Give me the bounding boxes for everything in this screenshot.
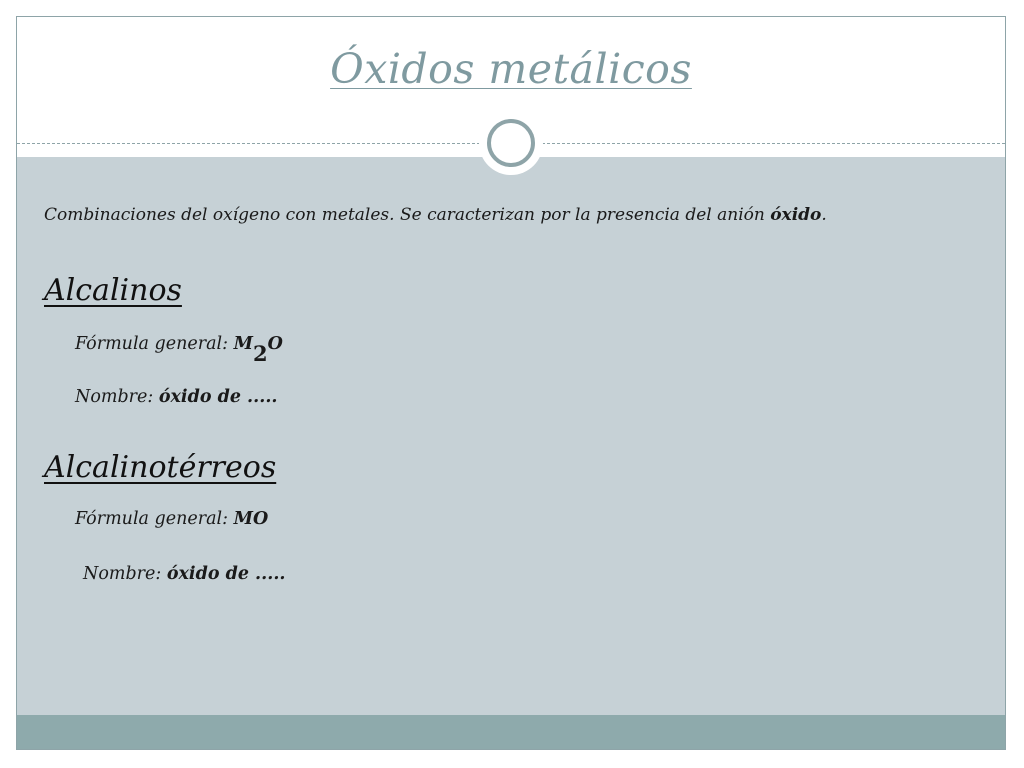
alcalinoterreos-formula-line (75, 509, 268, 529)
alcalinoterreos-name-label: Nombre: (83, 564, 167, 584)
alcalinoterreos-name-value: óxido de ..... (166, 564, 286, 584)
alcalinos-name-label: Nombre: (75, 387, 159, 407)
bottom-accent-bar (17, 715, 1005, 749)
alcalinoterreos-formula-value: MO (233, 509, 269, 529)
alcalinos-formula-line (75, 329, 283, 366)
intro-main: Combinaciones del oxígeno con metales. Se caracterizan por la presencia del anión (44, 205, 771, 225)
heading-alcalinoterreos: Alcalinotérreos (44, 450, 277, 485)
slide-frame (16, 16, 1006, 750)
alcalinoterreos-formula-label: Fórmula general: (75, 509, 234, 529)
alcalinos-formula-end: O (267, 334, 283, 354)
alcalinos-formula-subscript: 2 (252, 341, 268, 366)
intro-text (44, 205, 827, 225)
slide-title: Óxidos metálicos (330, 45, 692, 93)
alcalinos-name-line (75, 387, 278, 407)
content-area (17, 157, 1005, 717)
alcalinos-name-value: óxido de ..... (158, 387, 278, 407)
alcalinos-formula-main: M (233, 334, 253, 354)
alcalinoterreos-name-line (83, 564, 286, 584)
heading-alcalinos: Alcalinos (44, 273, 182, 308)
alcalinos-formula-label: Fórmula general: (75, 334, 234, 354)
intro-emphasis: óxido (770, 205, 822, 225)
ring-icon (479, 111, 543, 175)
ring-icon-inner (487, 119, 535, 167)
intro-end: . (821, 205, 827, 225)
